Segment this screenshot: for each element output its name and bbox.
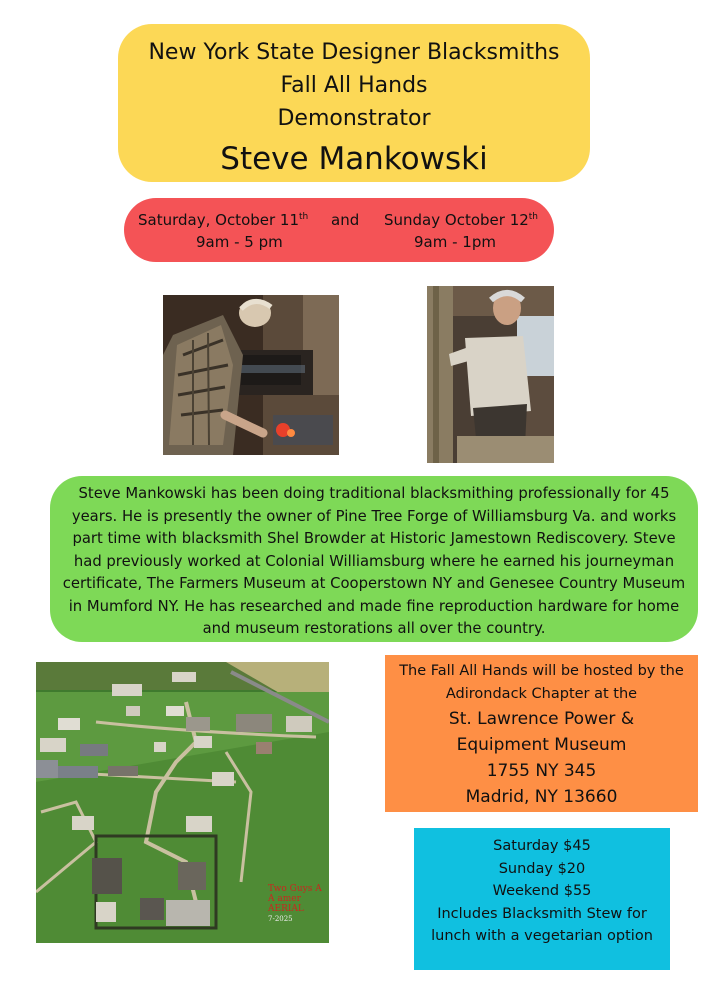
venue-address-1: 1755 NY 345 [486, 761, 597, 781]
lunch-note-2: lunch with a vegetarian option [431, 928, 653, 944]
bio-text: Steve Mankowski has been doing traditional blacksmithing professionally for 45 years. He is presently the owner of Pine Tree Forge of Williamsburg Va. and works part time with blacksmith Shel Browder at Historic Jamestown Rediscovery. Steve had previously worked at Colonial Williamsburg where he earned his journeyman certificate, The Farmers Museum at Cooperstown NY and Genesee Country Museum in Mumford NY. He has researched and made fine reproduction hardware for home and museum restorations all over the country. [50, 476, 698, 642]
forge-photo [163, 295, 339, 455]
venue-intro-1: The Fall All Hands will be hosted by the [399, 663, 684, 679]
price-sunday: Sunday $20 [498, 860, 586, 877]
sunday-hours: 9am - 1pm [414, 233, 496, 251]
title-banner [118, 24, 590, 182]
venue-intro-2: Adirondack Chapter at the [445, 686, 638, 702]
aerial-photo [36, 662, 329, 943]
venue-name-1: St. Lawrence Power & [448, 709, 635, 729]
watermark-line-4: 7-2025 [268, 915, 293, 923]
portrait-photo [427, 286, 554, 463]
role-label: Demonstrator [277, 106, 431, 131]
price-box [414, 828, 670, 970]
demonstrator-name: Steve Mankowski [220, 141, 488, 177]
aerial-watermark [268, 884, 322, 924]
saturday-date: Saturday, October 11th [138, 211, 309, 229]
watermark-line-2: A amer [268, 894, 301, 904]
event-name: Fall All Hands [280, 73, 428, 98]
watermark-line-3: AERIAL [268, 904, 304, 914]
venue-name-2: Equipment Museum [456, 735, 627, 755]
venue-address-2: Madrid, NY 13660 [465, 787, 618, 807]
venue-box [385, 655, 698, 812]
org-name: New York State Designer Blacksmiths [148, 40, 560, 65]
watermark-line-1: Two Guys A [268, 884, 322, 894]
price-weekend: Weekend $55 [492, 883, 592, 899]
saturday-hours: 9am - 5 pm [196, 233, 283, 251]
dates-banner [124, 198, 554, 262]
lunch-note-1: Includes Blacksmith Stew for [437, 905, 647, 922]
and-label: and [331, 211, 360, 229]
sunday-date: Sunday October 12th [384, 211, 539, 229]
price-saturday: Saturday $45 [493, 838, 591, 854]
